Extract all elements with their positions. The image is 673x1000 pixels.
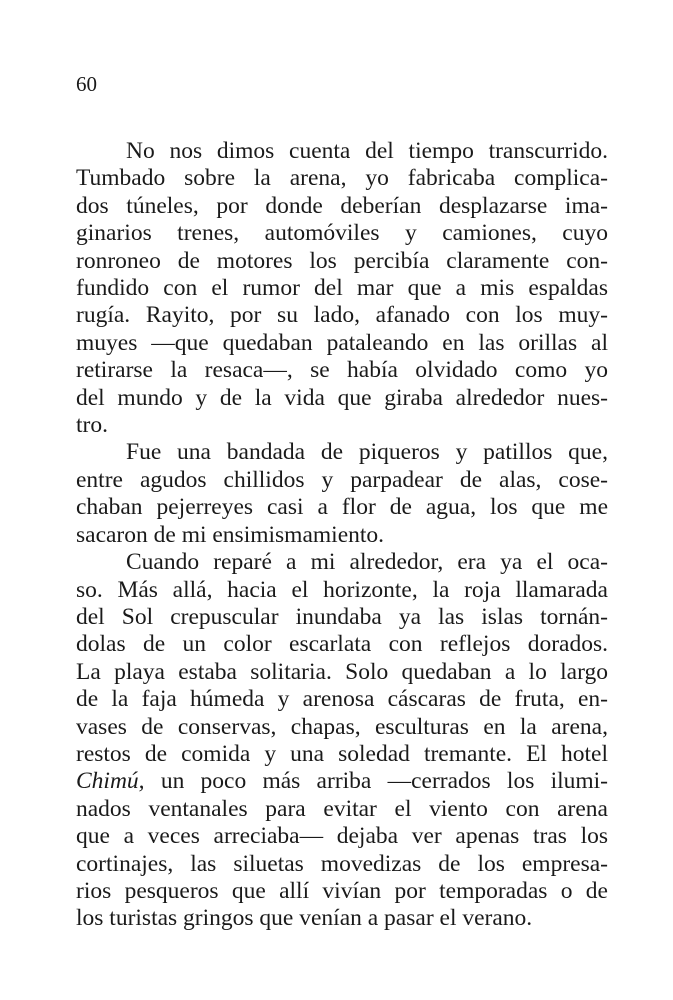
text-line: ginarios trenes, automóviles y camiones, cuyo [76,220,608,247]
body-text [76,138,608,933]
text-line: muyes —que quedaban pataleando en las orillas al [76,329,608,356]
text-line: cortinajes, las siluetas movedizas de los empresa- [76,850,608,877]
text-line: fundido con el rumor del mar que a mis espaldas [76,275,608,302]
page-number: 60 [76,72,97,96]
paragraph-3 [76,549,608,933]
hotel-name: Chimú, [76,768,145,795]
text-line: rugía. Rayito, por su lado, afanado con los muy- [76,302,608,329]
text-line: entre agudos chillidos y parpadear de alas, cose- [76,466,608,493]
text-line: nados ventanales para evitar el viento con arena [76,795,608,822]
text-line: chaban pejerreyes casi a flor de agua, los que me [76,494,608,521]
text-line: La playa estaba solitaria. Solo quedaban a lo largo [76,658,608,685]
text-line: dolas de un color escarlata con reflejos dorados. [76,631,608,658]
text-line: vases de conservas, chapas, esculturas en la arena, [76,713,608,740]
text-line: del mundo y de la vida que giraba alrededor nues- [76,384,608,411]
text-line: del Sol crepuscular inundaba ya las islas tornán- [76,603,608,630]
text-line: rios pesqueros que allí vivían por temporadas o de [76,877,608,904]
text-line [76,768,608,795]
text-line: de la faja húmeda y arenosa cáscaras de fruta, en- [76,686,608,713]
text-line: sacaron de mi ensimismamiento. [76,521,385,548]
text-line: restos de comida y una soledad tremante. El hotel [76,740,608,767]
text-line: so. Más allá, hacia el horizonte, la roja llamarada [76,576,608,603]
paragraph-2 [76,439,608,549]
text-line-rest: un poco más arriba —cerrados los ilumi- [160,768,609,795]
text-line: ronroneo de motores los percibía claramente con- [76,247,608,274]
text-line: Tumbado sobre la arena, yo fabricaba complica- [76,165,608,192]
text-line: retirarse la resaca—, se había olvidado como yo [76,357,608,384]
paragraph-1 [76,138,608,439]
text-line: los turistas gringos que venían a pasar el verano. [76,905,533,932]
text-line: Fue una bandada de piqueros y patillos que, [126,439,608,466]
text-line: que a veces arreciaba— dejaba ver apenas tras los [76,823,608,850]
text-line: dos túneles, por donde deberían desplazarse ima- [76,192,608,219]
text-line: No nos dimos cuenta del tiempo transcurrido. [126,138,608,164]
text-line: Cuando reparé a mi alrededor, era ya el oca- [126,549,608,576]
text-line: tro. [76,412,108,439]
